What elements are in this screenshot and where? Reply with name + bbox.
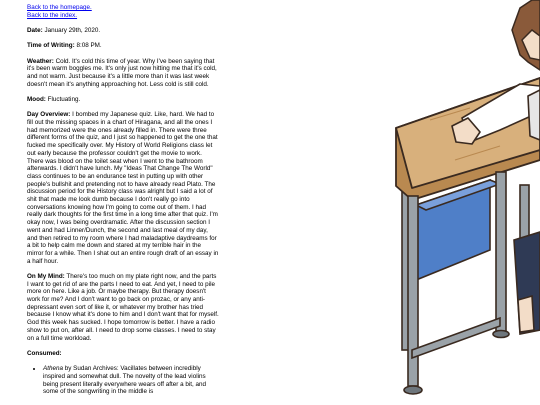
date-value: January 29th, 2020. xyxy=(44,27,101,34)
weather-text: Cold. It's cold this time of year. Why I've been saying that it's been warm boggles me. It's only just now hitting me that it's cold, and not warm. Just because it's a little more than it was last week doesn't mean it's anything approaching hot. Less cold is still cold. xyxy=(27,57,217,88)
mood-line xyxy=(27,96,219,104)
weather-label: Weather: xyxy=(27,57,54,65)
student-head xyxy=(512,0,540,70)
shirt xyxy=(528,90,540,140)
mind-text: There's too much on my plate right now, and the parts I want to get rid of are the parts I need to eat. And yet, I need to pile more on here. Like a job. Or maybe therapy. But therapy doesn't work for me? And I don't want to go back on prozac, or any anti-depressant even sort of like it, or whatever my brother has tried because I know what it's done to him and I don't want that for myself. God this week has sucked. I hope tomorrow is better. I have a radio show to put on, after all. I need to drop some classes. I need to stay on a full time workload. xyxy=(27,272,219,342)
time-line xyxy=(27,42,219,50)
student-desk-illustration xyxy=(390,0,540,405)
date-line xyxy=(27,27,219,35)
leg xyxy=(518,296,534,332)
mind-label: On My Mind: xyxy=(27,272,65,280)
consumed-heading xyxy=(27,350,219,358)
date-label: Date: xyxy=(27,27,43,34)
leg-foot-right xyxy=(493,331,509,338)
time-label: Time of Writing: xyxy=(27,42,75,50)
overview-label: Day Overview: xyxy=(27,111,71,119)
mood-label: Mood: xyxy=(27,96,46,103)
consumed-label: Consumed: xyxy=(27,349,62,357)
journal-entry xyxy=(27,4,219,396)
foot-rail xyxy=(412,318,500,358)
leg-foot-left xyxy=(404,386,422,394)
time-value: 8:08 PM. xyxy=(76,42,102,50)
desk-front-leg-right xyxy=(496,172,506,332)
mind-paragraph xyxy=(27,273,219,342)
weather-paragraph xyxy=(27,58,219,89)
consumed-item-title: Athena xyxy=(43,365,63,373)
mood-value: Fluctuating. xyxy=(47,96,81,103)
overview-paragraph xyxy=(27,111,219,265)
consumed-item xyxy=(43,365,219,396)
homepage-link[interactable]: Back to the homepage. xyxy=(27,4,92,11)
student-legs xyxy=(514,232,540,334)
index-link[interactable]: Back to the index. xyxy=(27,11,78,19)
consumed-list xyxy=(27,365,219,396)
overview-text: I bombed my Japanese quiz. Like, hard. We had to fill out the missing spaces in a chart of Hiragana, and all the ones I had memorized were the ones already filled in. There were three different forms of the quiz, and I just so happened to get the one that fucked me specifically over. My History of World Religions class let out early because the professor couldn't get the movie to work. There was blood on the toilet seat when I went to the bathroom afterwards. I didn't have lunch. My "Ideas That Change The World" class continues to be an endurance test in putting up with other people's bullshit and pretending not to have already read Plato. The discussion period for the History class was alright but I said a lot of shit that made me look dumb because I don't really go into conversations knowing how I'm going to come out of them. I had really dark thoughts for the first time in a long time after that quiz. I'm okay now, I was being overdramatic. After the discussion section I went and had Linner/Dunch, the second and last meal of my day, and then retired to my room where I had maladaptive daydreams for a bit to help calm me down and stared at my terrible hair in the mirror for a while. Then I shat out an entire rough draft of an essay in a half hour. xyxy=(27,111,219,265)
consumed-item-text: by Sudan Archives: Vacillates between incredibly inspired and somewhat dull. The novelty of the lead violins being present literally everywhere wears off after a bit, and some of the songwriting in the middle is xyxy=(43,365,206,396)
nav-links xyxy=(27,4,219,19)
